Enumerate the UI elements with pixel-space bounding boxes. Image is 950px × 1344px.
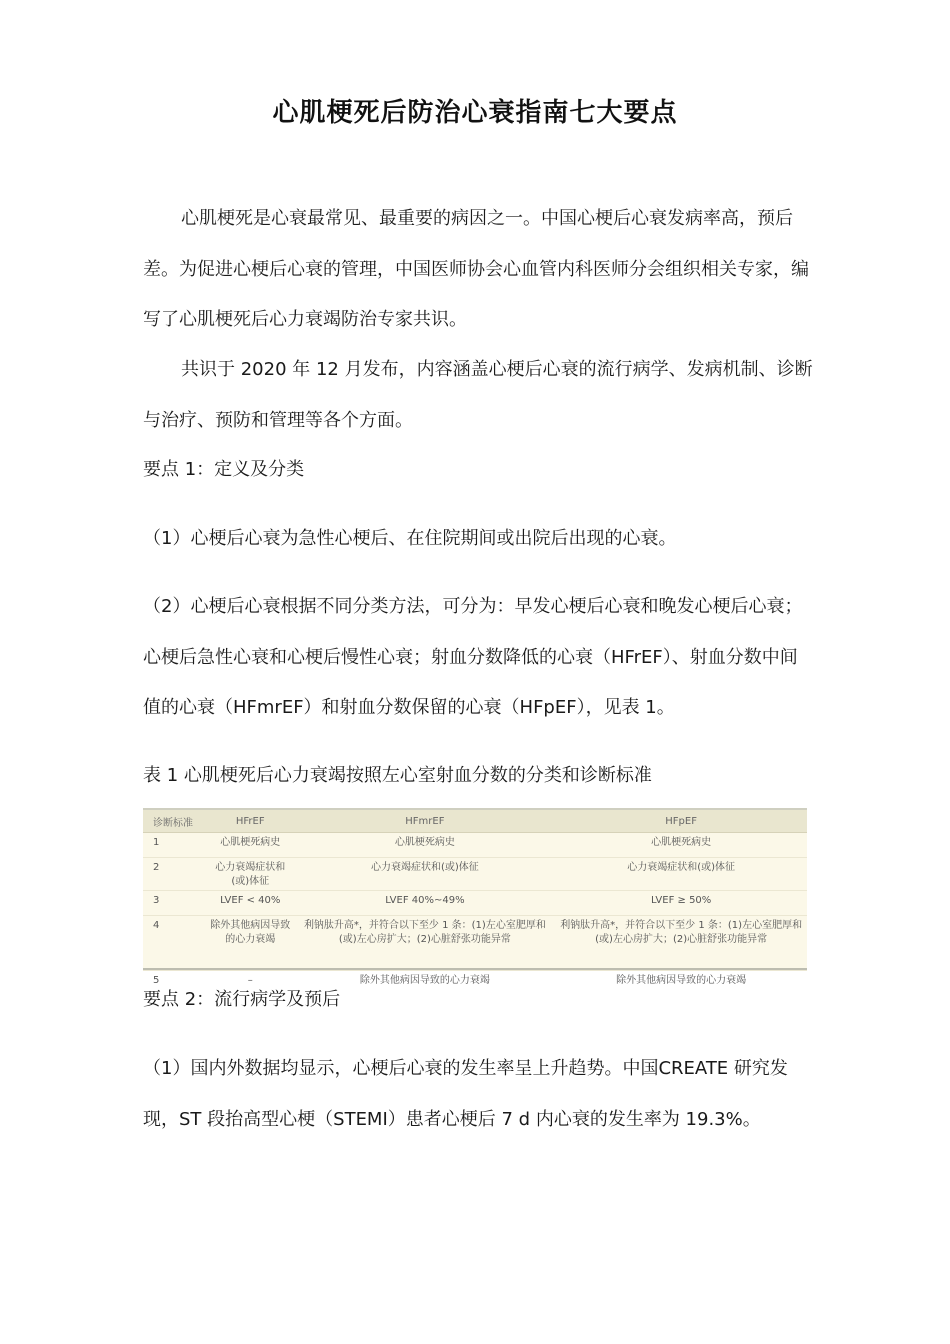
document-title: 心肌梗死后防治心衰指南七大要点: [272, 98, 678, 128]
table-cell: 2: [143, 858, 206, 891]
point1-item2: （2）心梗后心衰根据不同分类方法，可分为：早发心梗后心衰和晚发心梗后心衰；心梗后急性心衰和心梗后慢性心衰；射血分数降低的心衰（HFrEF）、射血分数中间值的心衰（HFmrEF）和射血分数保留的心衰（HFpEF），见表 1。: [143, 596, 803, 718]
table-header-cell: 诊断标准: [143, 810, 206, 833]
point2-heading: 要点 2：流行病学及预后: [143, 989, 341, 1010]
table-cell: 心力衰竭症状和(或)体征: [295, 858, 556, 891]
table-cell: 心肌梗死病史: [555, 833, 807, 858]
table-row: [143, 916, 807, 971]
point1-heading: 要点 1：定义及分类: [143, 459, 305, 480]
table-cell: 心肌梗死病史: [206, 833, 295, 858]
table-cell: 1: [143, 833, 206, 858]
classification-table-image: [143, 808, 807, 986]
table-cell: LVEF ≥ 50%: [555, 891, 807, 916]
table-cell: 利钠肽升高*，并符合以下至少 1 条：(1)左心室肥厚和(或)左心房扩大；(2)心脏舒张功能异常: [295, 916, 556, 971]
table-cell: 5: [153, 975, 160, 986]
classification-table: [143, 810, 807, 995]
table-row: [143, 833, 807, 858]
table-header-cell: HFrEF: [206, 810, 295, 833]
table-cell: 除外其他病因导致的心力衰竭: [206, 916, 295, 971]
table-cell: 除外其他病因导致的心力衰竭: [359, 975, 490, 986]
intro-paragraph-2: 共识于 2020 年 12 月发布，内容涵盖心梗后心衰的流行病学、发病机制、诊断与治疗、预防和管理等各个方面。: [143, 359, 813, 431]
table-row: [143, 858, 807, 891]
table-cell: 除外其他病因导致的心力衰竭: [616, 975, 747, 986]
table-caption: 表 1 心肌梗死后心力衰竭按照左心室射血分数的分类和诊断标准: [143, 765, 652, 786]
point1-item1: （1）心梗后心衰为急性心梗后、在住院期间或出院后出现的心衰。: [143, 528, 677, 549]
table-cell: 3: [143, 891, 206, 916]
point2-item1: （1）国内外数据均显示，心梗后心衰的发生率呈上升趋势。中国CREATE 研究发现，ST 段抬高型心梗（STEMI）患者心梗后 7 d 内心衰的发生率为 19.3%。: [143, 1058, 788, 1130]
table-cell: 心力衰竭症状和(或)体征: [206, 858, 295, 891]
intro-paragraph-1: 心肌梗死是心衰最常见、最重要的病因之一。中国心梗后心衰发病率高，预后差。为促进心梗后心衰的管理，中国医师协会心血管内科医师分会组织相关专家，编写了心肌梗死后心力衰竭防治专家共识。: [143, 208, 809, 330]
table-cell: 利钠肽升高*，并符合以下至少 1 条：(1)左心室肥厚和(或)左心房扩大；(2)心脏舒张功能异常: [555, 916, 807, 971]
table-cell: 4: [143, 916, 206, 971]
table-header-row: [143, 810, 807, 833]
table-cell: 心肌梗死病史: [295, 833, 556, 858]
table-cell: –: [247, 975, 253, 986]
table-cell: LVEF 40%~49%: [295, 891, 556, 916]
table-cell: 心力衰竭症状和(或)体征: [555, 858, 807, 891]
table-header-cell: HFmrEF: [295, 810, 556, 833]
table-cell: LVEF < 40%: [206, 891, 295, 916]
table-row: [143, 891, 807, 916]
table-header-cell: HFpEF: [555, 810, 807, 833]
